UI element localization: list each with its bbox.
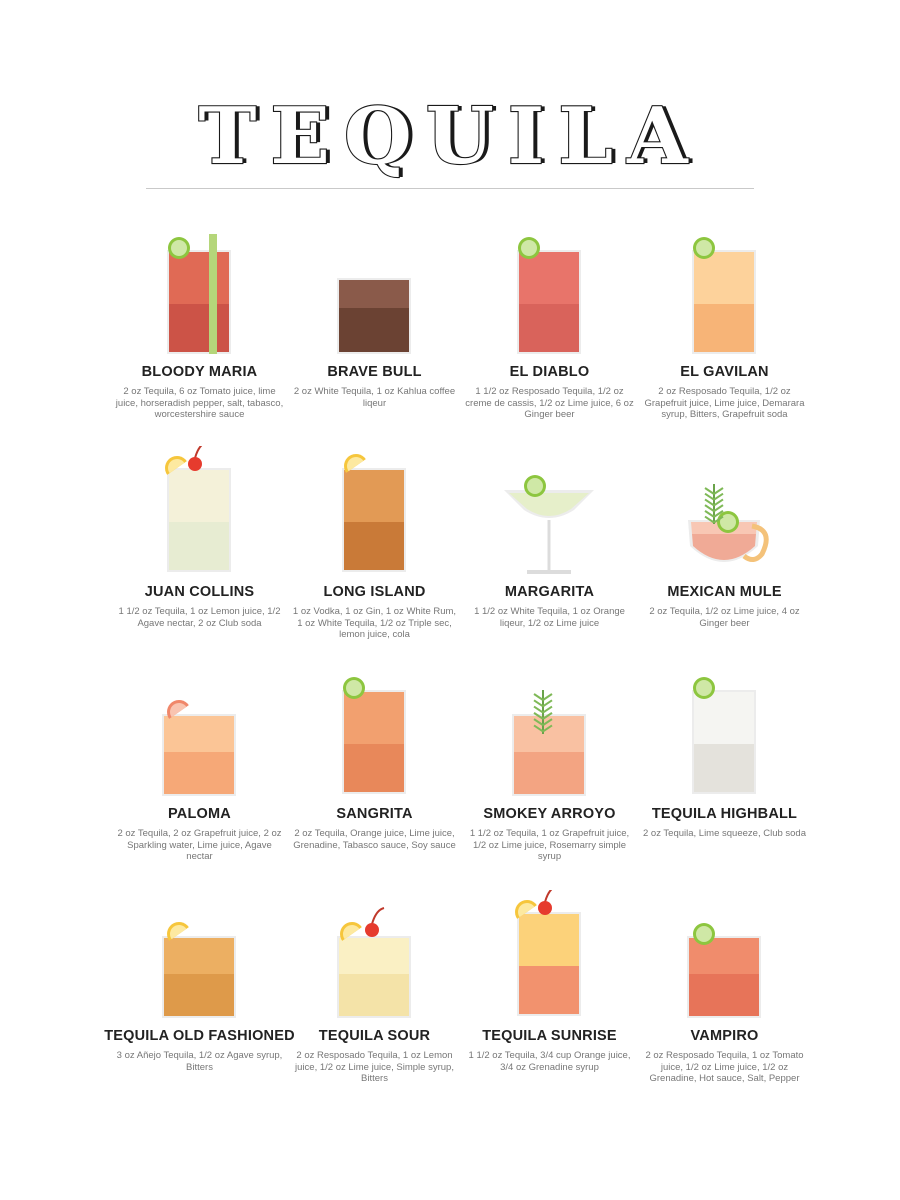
glass-svg (112, 890, 287, 1025)
glass-svg (462, 226, 637, 361)
lime-wedge-icon (516, 237, 542, 261)
cherry-icon (365, 908, 384, 937)
cocktail-card (287, 226, 462, 446)
cocktail-name: EL GAVILAN (680, 364, 769, 380)
cocktail-grid (104, 226, 812, 1112)
cocktail-name: TEQUILA SOUR (318, 1028, 431, 1044)
glass-body (342, 468, 406, 572)
rosemary-sprig-icon (534, 690, 552, 734)
glass-illustration (112, 668, 287, 803)
cocktail-ingredients: 2 oz Resposado Tequila, 1/2 oz Grapefruit juice, Lime juice, Demarara syrup, Bitters, Grapefruit soda (644, 386, 805, 420)
glass-svg (112, 668, 287, 803)
cocktail-name: SMOKEY ARROYO (483, 806, 616, 822)
cocktail-ingredients: 1 1/2 oz Resposado Tequila, 1/2 oz creme de cassis, 1/2 oz Lime juice, 6 oz Ginger beer (465, 386, 634, 420)
cocktail-name: EL DIABLO (509, 364, 590, 380)
cocktail-card (462, 446, 637, 668)
cocktail-card (462, 890, 637, 1112)
glass-svg (112, 226, 287, 361)
glass-body (167, 468, 231, 572)
cocktail-ingredients: 1 1/2 oz Tequila, 1 oz Lemon juice, 1/2 Agave nectar, 2 oz Club soda (118, 606, 281, 629)
cocktail-card (104, 890, 295, 1112)
glass-svg (287, 668, 462, 803)
cocktail-ingredients: 2 oz White Tequila, 1 oz Kahlua coffee liqeur (293, 386, 456, 409)
glass-illustration (112, 890, 287, 1025)
lime-wedge-icon (166, 237, 192, 261)
lime-wedge-icon (522, 475, 548, 499)
glass-svg (112, 446, 287, 581)
glass-illustration (287, 668, 462, 803)
cocktail-ingredients: 2 oz Resposado Tequila, 1 oz Lemon juice, 1/2 oz Lime juice, Simple syrup, Bitters (295, 1050, 454, 1084)
cocktail-ingredients: 2 oz Tequila, 1/2 oz Lime juice, 4 oz Ginger beer (649, 606, 800, 629)
cocktail-ingredients: 1 1/2 oz Tequila, 3/4 cup Orange juice, 3/4 oz Grenadine syrup (468, 1050, 631, 1073)
glass-body (692, 690, 756, 794)
cocktail-name: VAMPIRO (690, 1028, 759, 1044)
cocktail-card (287, 446, 462, 668)
glass-svg (462, 668, 637, 803)
cocktail-card (287, 890, 462, 1112)
cocktail-card (112, 446, 287, 668)
cocktail-card (112, 668, 287, 890)
cocktail-ingredients: 2 oz Resposado Tequila, 1 oz Tomato juice, 1/2 oz Lime juice, 1/2 oz Grenadine, Hot sauce, Salt, Pepper (645, 1050, 804, 1084)
cherry-icon (538, 890, 557, 915)
glass-illustration (462, 226, 637, 361)
glass-body (337, 278, 411, 354)
glass-svg (462, 446, 637, 581)
cocktail-card (462, 226, 637, 446)
title-divider (146, 188, 754, 189)
glass-illustration (462, 446, 637, 581)
cocktail-card (637, 668, 812, 890)
cocktail-card (462, 668, 637, 890)
glass-body (504, 490, 594, 574)
cocktail-name: BLOODY MARIA (141, 364, 258, 380)
glass-svg (637, 890, 812, 1025)
cocktail-name: SANGRITA (336, 806, 413, 822)
glass-svg (637, 668, 812, 803)
straw-icon (209, 234, 217, 354)
cocktail-name: TEQUILA SUNRISE (482, 1028, 617, 1044)
cocktail-ingredients: 1 oz Vodka, 1 oz Gin, 1 oz White Rum, 1 oz White Tequila, 1/2 oz Triple sec, lemon juice, cola (292, 606, 457, 640)
glass-svg (287, 446, 462, 581)
rosemary-sprig-icon (705, 484, 723, 524)
cocktail-ingredients: 2 oz Tequila, 6 oz Tomato juice, lime juice, horseradish pepper, salt, tabasco, worcestershire sauce (115, 386, 284, 420)
cocktail-name: LONG ISLAND (323, 584, 426, 600)
cocktail-ingredients: 3 oz Añejo Tequila, 1/2 oz Agave syrup, Bitters (116, 1050, 283, 1073)
glass-body (337, 936, 411, 1018)
glass-illustration (287, 226, 462, 361)
lime-wedge-icon (341, 677, 367, 701)
cocktail-card (637, 446, 812, 668)
cocktail-name: TEQUILA OLD FASHIONED (104, 1028, 295, 1044)
glass-illustration (637, 668, 812, 803)
title-block (0, 92, 900, 182)
glass-illustration (637, 890, 812, 1025)
poster-title: TEQUILA (198, 91, 702, 182)
cocktail-ingredients: 1 1/2 oz White Tequila, 1 oz Orange liqeur, 1/2 oz Lime juice (474, 606, 625, 629)
glass-body (517, 250, 581, 354)
cocktail-ingredients: 1 1/2 oz Tequila, 1 oz Grapefruit juice, 1/2 oz Lime juice, Rosemarry simple syrup (469, 828, 630, 862)
lime-wedge-icon (691, 677, 717, 701)
cocktail-name: BRAVE BULL (327, 364, 422, 380)
cocktail-name: PALOMA (168, 806, 231, 822)
glass-body (167, 250, 231, 354)
glass-svg (287, 226, 462, 361)
glass-body (687, 936, 761, 1018)
glass-body (517, 912, 581, 1016)
cocktail-name: TEQUILA HIGHBALL (651, 806, 798, 822)
cocktail-card (637, 226, 812, 446)
cocktail-card (112, 226, 287, 446)
cocktail-name: MEXICAN MULE (667, 584, 782, 600)
glass-illustration (287, 446, 462, 581)
glass-body (692, 250, 756, 354)
cocktail-ingredients: 2 oz Tequila, Lime squeeze, Club soda (642, 828, 806, 839)
cocktail-name: MARGARITA (504, 584, 595, 600)
glass-svg (287, 890, 462, 1025)
lime-wedge-icon (691, 237, 717, 261)
glass-svg (637, 446, 812, 581)
cocktail-ingredients: 2 oz Tequila, Orange juice, Lime juice, Grenadine, Tabasco sauce, Soy sauce (293, 828, 456, 851)
cocktail-name: JUAN COLLINS (144, 584, 255, 600)
glass-body (162, 714, 236, 796)
glass-illustration (112, 446, 287, 581)
cherry-icon (188, 446, 207, 471)
glass-svg (637, 226, 812, 361)
cocktail-card (637, 890, 812, 1112)
lime-wedge-icon (691, 923, 717, 947)
glass-illustration (462, 890, 637, 1025)
glass-illustration (287, 890, 462, 1025)
glass-illustration (637, 446, 812, 581)
glass-body (162, 936, 236, 1018)
cocktail-ingredients: 2 oz Tequila, 2 oz Grapefruit juice, 2 oz Sparkling water, Lime juice, Agave nectar (117, 828, 282, 862)
glass-body (342, 690, 406, 794)
glass-illustration (637, 226, 812, 361)
glass-illustration (112, 226, 287, 361)
glass-svg (462, 890, 637, 1025)
glass-illustration (462, 668, 637, 803)
cocktail-card (287, 668, 462, 890)
